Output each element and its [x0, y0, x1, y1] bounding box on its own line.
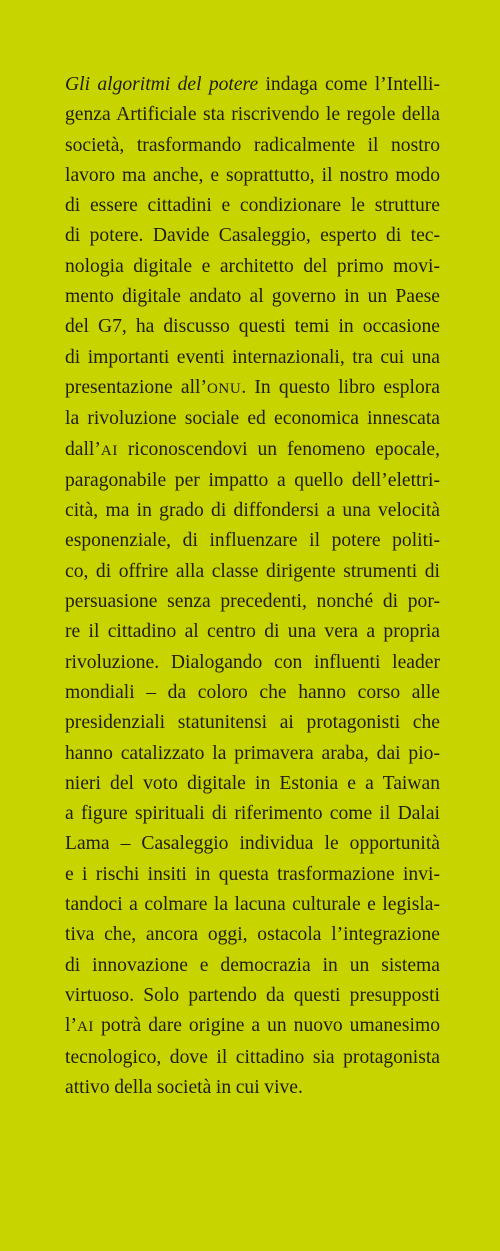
blurb-line: [65, 70, 440, 100]
blurb-line: virtuoso. Solo partendo da questi presupposti: [65, 984, 440, 1006]
blurb-text: presentazione all’: [65, 376, 207, 398]
blurb-line: hanno catalizzato la primavera araba, dai pio-: [65, 742, 440, 764]
blurb-line: società, trasformando radicalmente il nostro: [65, 134, 440, 156]
blurb-text: dall’: [65, 438, 101, 460]
blurb-line: di importanti eventi internazionali, tra cui una: [65, 346, 440, 368]
blurb-line: rivoluzione. Dialogando con influenti leader: [65, 651, 440, 673]
blurb-text: . In questo libro esplora: [241, 376, 440, 398]
blurb-line: mento digitale andato al governo in un Paese: [65, 286, 440, 308]
blurb-line: [65, 373, 440, 404]
blurb-line: nologia digitale e architetto del primo movi-: [65, 255, 440, 277]
blurb-line: di essere cittadini e condizionare le strutture: [65, 195, 440, 217]
blurb-line: persuasione senza precedenti, nonché di por-: [65, 591, 440, 613]
blurb-line: cità, ma in grado di diffondersi a una velocità: [65, 500, 440, 522]
blurb-line: paragonabile per impatto a quello dell’elettri-: [65, 469, 440, 491]
acronym-ai: AI: [100, 442, 118, 459]
acronym-onu: ONU: [207, 380, 242, 397]
blurb-line: Lama – Casaleggio individua le opportunità: [65, 833, 440, 855]
blurb-line: genza Artificiale sta riscrivendo le regole della: [65, 104, 440, 126]
blurb-line: tecnologico, dove il cittadino sia protagonista: [65, 1046, 440, 1068]
blurb-line: [65, 435, 440, 466]
book-blurb: [65, 70, 440, 1103]
blurb-line: nieri del voto digitale in Estonia e a Taiwan: [65, 772, 440, 794]
blurb-line: lavoro ma anche, e soprattutto, il nostro modo: [65, 164, 440, 186]
blurb-text: indaga come l’Intelli-: [258, 74, 440, 95]
blurb-text: potrà dare origine a un nuovo umanesimo: [94, 1015, 440, 1037]
blurb-line: la rivoluzione sociale ed economica innescata: [65, 408, 440, 430]
blurb-line: presidenziali statunitensi ai protagonisti che: [65, 712, 440, 734]
blurb-line: re il cittadino al centro di una vera a propria: [65, 621, 440, 643]
blurb-line: tandoci a colmare la lacuna culturale e legisla-: [65, 894, 440, 916]
blurb-line: tiva che, ancora oggi, ostacola l’integrazione: [65, 924, 440, 946]
blurb-line: co, di offrire alla classe dirigente strumenti di: [65, 560, 440, 582]
blurb-text: riconoscendovi un fenomeno epocale,: [117, 438, 440, 460]
blurb-line: a figure spirituali di riferimento come il Dalai: [65, 803, 440, 825]
blurb-line: di innovazione e democrazia in un sistema: [65, 954, 440, 976]
blurb-line: esponenziale, di influenzare il potere politi-: [65, 530, 440, 552]
blurb-line: e i rischi insiti in questa trasformazione invi-: [65, 863, 440, 885]
blurb-line: di potere. Davide Casaleggio, esperto di tec-: [65, 225, 440, 247]
acronym-ai: AI: [76, 1019, 94, 1036]
blurb-line: [65, 1011, 440, 1042]
blurb-line: del G7, ha discusso questi temi in occasione: [65, 316, 440, 338]
blurb-text: l’: [65, 1015, 77, 1037]
blurb-line: attivo della società in cui vive.: [65, 1076, 303, 1098]
book-title: Gli algoritmi del potere: [65, 74, 259, 95]
blurb-line: mondiali – da coloro che hanno corso alle: [65, 681, 440, 703]
